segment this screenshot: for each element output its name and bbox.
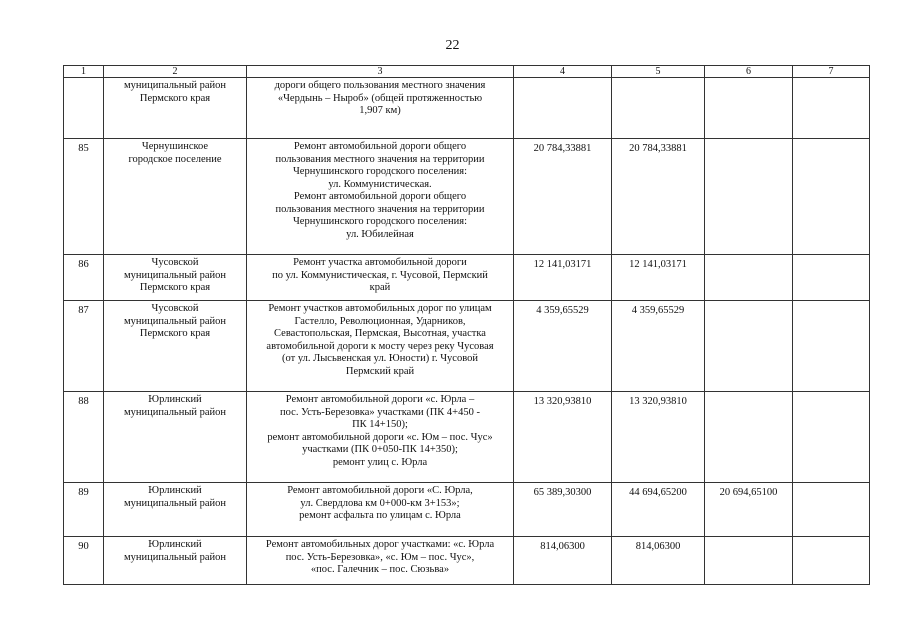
work-description-cell	[247, 392, 514, 483]
amount-col4: 12 141,03171	[514, 255, 612, 301]
description-line: ПК 14+150);	[352, 419, 408, 430]
description-line: «Чердынь – Ныроб» (общей протяженностью	[277, 92, 483, 104]
column-number-row	[64, 66, 870, 78]
amount-col5: 4 359,65529	[612, 301, 705, 392]
row-number	[64, 78, 104, 139]
amount-col6	[705, 301, 793, 392]
municipality-line: Чусовской	[151, 257, 199, 268]
municipality-line: муниципальный район	[123, 497, 227, 509]
municipality-line: муниципальный район	[123, 80, 227, 91]
description-line: ремонт улиц с. Юрла	[332, 456, 428, 468]
amount-col5: 20 784,33881	[612, 139, 705, 255]
municipality-line: муниципальный район	[123, 406, 227, 418]
work-description-cell	[247, 78, 514, 139]
table-row	[64, 139, 870, 255]
amount-col6: 20 694,65100	[705, 483, 793, 537]
column-header: 5	[612, 66, 705, 78]
amount-col7	[793, 139, 870, 255]
municipality-line: Чернушинское	[141, 141, 209, 152]
column-header: 3	[247, 66, 514, 78]
description-line: 1,907 км)	[359, 105, 401, 116]
description-line: Пермский край	[345, 365, 415, 377]
municipality-cell	[104, 483, 247, 537]
work-description-cell	[247, 537, 514, 585]
amount-col7	[793, 392, 870, 483]
description-line: Гастелло, Революционная, Ударников,	[294, 315, 466, 327]
amount-col6	[705, 78, 793, 139]
amount-col7	[793, 301, 870, 392]
description-line: участками (ПК 0+050-ПК 14+350);	[302, 444, 458, 455]
table-row	[64, 78, 870, 139]
description-line: «пос. Галечник – пос. Сюзьва»	[310, 564, 450, 575]
municipality-cell	[104, 139, 247, 255]
table-row	[64, 392, 870, 483]
municipality-line: Пермского края	[139, 92, 211, 104]
municipality-line: городское поселение	[128, 153, 222, 165]
description-line: дороги общего пользования местного значения	[274, 80, 486, 91]
description-line: ул. Юбилейная	[346, 228, 414, 240]
amount-col4: 13 320,93810	[514, 392, 612, 483]
column-header: 7	[793, 66, 870, 78]
amount-col5	[612, 78, 705, 139]
municipality-line: муниципальный район	[123, 551, 227, 563]
work-description-cell	[247, 301, 514, 392]
description-line: ул. Свердлова км 0+000-км 3+153»;	[300, 497, 460, 509]
work-description-cell	[247, 483, 514, 537]
description-line: ремонт асфальта по улицам с. Юрла	[299, 510, 461, 521]
description-line: Ремонт автомобильных дорог участками: «с. Юрла	[265, 539, 495, 550]
municipality-line: Юрлинский	[148, 539, 202, 550]
description-line: Ремонт автомобильной дороги общего	[293, 191, 467, 202]
work-description-cell	[247, 255, 514, 301]
row-number: 89	[64, 483, 104, 537]
row-number: 87	[64, 301, 104, 392]
row-number: 86	[64, 255, 104, 301]
column-header: 4	[514, 66, 612, 78]
amount-col6	[705, 139, 793, 255]
budget-table	[63, 65, 870, 585]
municipality-line: Пермского края	[139, 282, 211, 293]
amount-col7	[793, 78, 870, 139]
page-number: 22	[445, 38, 460, 53]
municipality-cell	[104, 78, 247, 139]
description-line: пользования местного значения на территории	[275, 203, 485, 215]
municipality-line: Юрлинский	[148, 394, 202, 405]
description-line: ул. Коммунистическая.	[328, 178, 432, 190]
municipality-line: Чусовской	[151, 303, 199, 314]
municipality-cell	[104, 537, 247, 585]
municipality-cell	[104, 392, 247, 483]
description-line: Ремонт автомобильной дороги общего	[293, 141, 467, 152]
amount-col4: 65 389,30300	[514, 483, 612, 537]
amount-col7	[793, 537, 870, 585]
description-line: пользования местного значения на территории	[275, 153, 485, 165]
table-row	[64, 255, 870, 301]
municipality-cell	[104, 255, 247, 301]
row-number: 85	[64, 139, 104, 255]
amount-col4	[514, 78, 612, 139]
amount-col5: 814,06300	[612, 537, 705, 585]
amount-col4: 4 359,65529	[514, 301, 612, 392]
description-line: Чернушинского городского поселения:	[292, 216, 468, 227]
row-number: 90	[64, 537, 104, 585]
amount-col4: 814,06300	[514, 537, 612, 585]
amount-col5: 13 320,93810	[612, 392, 705, 483]
column-header: 2	[104, 66, 247, 78]
description-line: край	[369, 282, 391, 293]
amount-col6	[705, 537, 793, 585]
table-row	[64, 301, 870, 392]
amount-col4: 20 784,33881	[514, 139, 612, 255]
description-line: Ремонт автомобильной дороги «с. Юрла –	[285, 394, 475, 405]
municipality-line: Юрлинский	[148, 485, 202, 496]
table-row	[64, 537, 870, 585]
municipality-line: муниципальный район	[123, 269, 227, 281]
amount-col5: 12 141,03171	[612, 255, 705, 301]
description-line: Ремонт автомобильной дороги «С. Юрла,	[287, 485, 473, 496]
description-line: (от ул. Лысьвенская ул. Юности) г. Чусовой	[282, 353, 478, 364]
description-line: пос. Усть-Березовка», «с. Юм – пос. Чус»,	[285, 551, 475, 563]
description-line: ремонт автомобильной дороги «с. Юм – пос. Чус»	[267, 431, 493, 443]
municipality-cell	[104, 301, 247, 392]
amount-col6	[705, 392, 793, 483]
amount-col7	[793, 483, 870, 537]
description-line: Ремонт участка автомобильной дороги	[293, 257, 467, 268]
description-line: Севастопольская, Пермская, Высотная, участка	[274, 328, 486, 339]
amount-col6	[705, 255, 793, 301]
column-header: 6	[705, 66, 793, 78]
municipality-line: муниципальный район	[123, 315, 227, 327]
description-line: Ремонт участков автомобильных дорог по улицам	[268, 303, 492, 314]
amount-col7	[793, 255, 870, 301]
work-description-cell	[247, 139, 514, 255]
amount-col5: 44 694,65200	[612, 483, 705, 537]
municipality-line: Пермского края	[139, 328, 211, 339]
row-number: 88	[64, 392, 104, 483]
description-line: автомобильной дороги к мосту через реку Чусовая	[266, 340, 494, 352]
table-row	[64, 483, 870, 537]
description-line: пос. Усть-Березовка» участками (ПК 4+450 -	[280, 406, 480, 418]
description-line: Чернушинского городского поселения:	[292, 166, 468, 177]
column-header: 1	[64, 66, 104, 78]
description-line: по ул. Коммунистическая, г. Чусовой, Пермский	[272, 269, 488, 281]
